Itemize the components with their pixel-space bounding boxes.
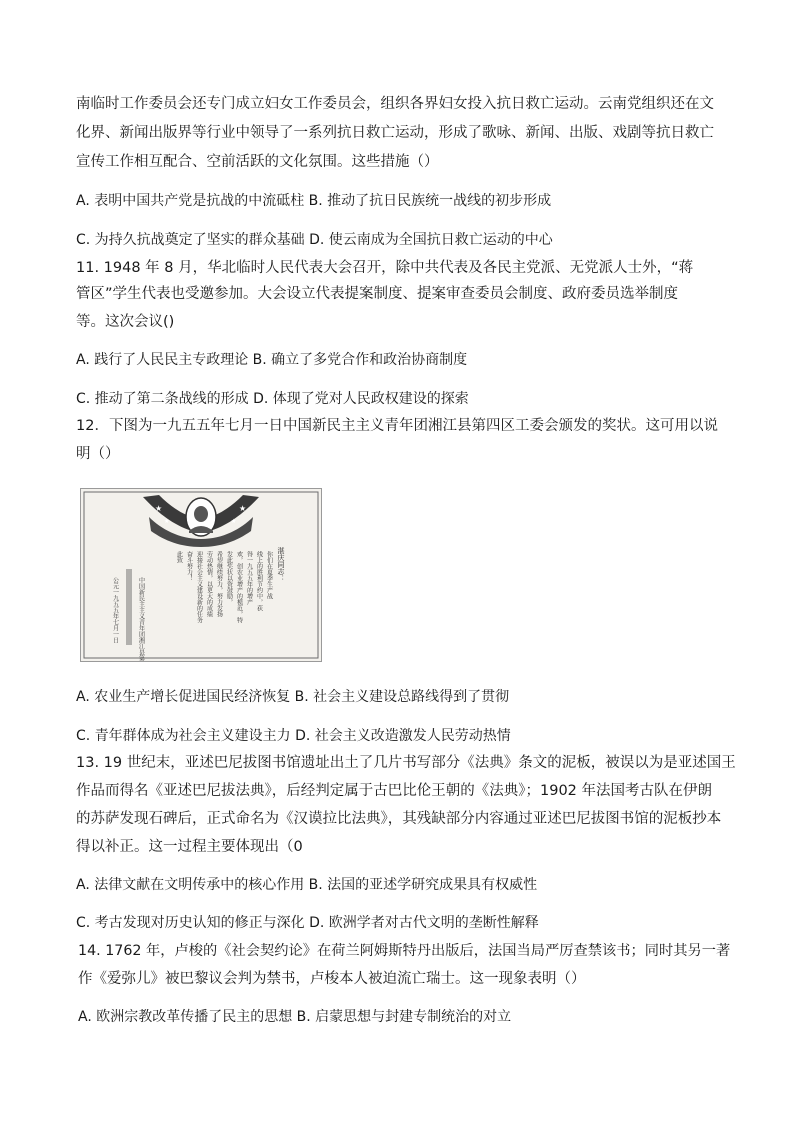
q13-stem-line-2: 作品而得名《亚述巴尼拔法典》，后经判定属于古巴比伦王朝的《法典》；1902 年法国考古队在伊朗 [76,783,713,799]
certificate-body-col-8: 迎接社会主义建设新的任务 [195,551,203,623]
q10-options-cd: C. 为持久抗战奠定了坚实的群众基础 D. 使云南成为全国抗日救亡运动的中心 [76,232,553,248]
q14-options-ab: A. 欧洲宗教改革传播了民主的思想 B. 启蒙思想与封建专制统治的对立 [78,1009,512,1025]
certificate-body-col-4: 欢，创农业增产的模范，特 [235,551,243,623]
q10-stem-line-1: 南临时工作委员会还专门成立妇女工作委员会，组织各界妇女投入抗日救亡运动。云南党组织还在文 [76,96,714,112]
q11-stem-line-3: 等。这次会议() [76,314,175,330]
certificate-body-col-2: 线上的胜利节约中，获 [255,551,263,611]
certificate-issuer: 中国新民主主义青年团湘江县第四区工委会 [137,577,145,661]
q12-options-ab: A. 农业生产增长促进国民经济恢复 B. 社会主义建设总路线得到了贯彻 [76,689,510,705]
certificate-body-col-6: 希望继续努力，努力发扬 [215,551,223,617]
q10-stem-line-3: 宣传工作相互配合、空前活跃的文化氛围。这些措施（） [76,154,439,170]
q10-stem-line-2: 化界、新闻出版界等行业中领导了一系列抗日救亡运动，形成了歌咏、新闻、出版、戏剧等抗日救亡 [76,125,714,141]
award-certificate-image [80,488,322,662]
q13-options-cd: C. 考古发现对历史认知的修正与深化 D. 欧洲学者对古代文明的垄断性解释 [76,915,539,931]
certificate-body-col-3: 得一九五五年的增产 [245,551,253,605]
q11-options-ab: A. 践行了人民民主专政理论 B. 确立了多党合作和政治协商制度 [76,352,468,368]
certificate-text-columns [112,546,286,661]
certificate-body-col-1: 你们在夏季生产战 [265,551,273,599]
svg-text:★: ★ [164,518,170,525]
svg-text:★: ★ [231,518,237,525]
certificate-body-col-7: 劳动热情，以更大的成绩 [205,551,213,617]
q14-stem-line-2: 作《爱弥儿》被巴黎议会判为禁书，卢梭本人被迫流亡瑞士。这一现象表明（） [78,971,586,987]
q13-stem-line-3: 的苏萨发现石碑后，正式命名为《汉谟拉比法典》，其残缺部分内容通过亚述巴尼拔图书馆的泥板抄本 [76,811,722,827]
q11-stem-line-1: 11. 1948 年 8 月，华北临时人民代表大会召开，除中共代表及各民主党派、无党派人士外，“蒋 [76,260,694,276]
q12-stem-line-1: 12．下图为一九五五年七月一日中国新民主主义青年团湘江县第四区工委会颁发的奖状。这可用以说 [76,418,718,434]
svg-text:★: ★ [239,504,247,513]
issuer-seal-column [126,569,132,645]
portrait-head [194,506,208,522]
q10-options-ab: A. 表明中国共产党是抗战的中流砥柱 B. 推动了抗日民族统一战线的初步形成 [76,193,552,209]
q12-options-cd: C. 青年群体成为社会主义建设主力 D. 社会主义改造激发人民劳动热情 [76,728,511,744]
q14-stem-line-1: 14. 1762 年，卢梭的《社会契约论》在荷兰阿姆斯特丹出版后，法国当局严厉查禁该书；同时其另一著 [78,943,731,959]
q11-options-cd: C. 推动了第二条战线的形成 D. 体现了党对人民政权建设的探索 [76,391,469,407]
q11-stem-line-2: 管区”学生代表也受邀参加。大会设立代表提案制度、提案审查委员会制度、政府委员选举制度 [76,286,679,302]
q13-stem-line-4: 得以补正。这一过程主要体现出（0 [76,839,303,855]
certificate-body-col-9: 奋斗努力！ [185,551,193,581]
svg-text:★: ★ [155,504,163,513]
q13-stem-line-1: 13. 19 世纪末，亚述巴尼拔图书馆遗址出土了几片书写部分《法典》条文的泥板，被误以为是亚述国王 [76,755,736,771]
q12-stem-line-2: 明（） [76,446,120,462]
certificate-body-col-5: 发此奖状以资鼓励， [225,551,233,605]
certificate-illustration [81,489,321,661]
certificate-body-col-10: 此致 [175,551,183,563]
certificate-date: 公元一九五五年七月一日 [111,577,119,643]
certificate-greeting: 湛庆同志： [277,547,285,582]
q13-options-ab: A. 法律文献在文明传承中的核心作用 B. 法国的亚述学研究成果具有权威性 [76,877,538,893]
